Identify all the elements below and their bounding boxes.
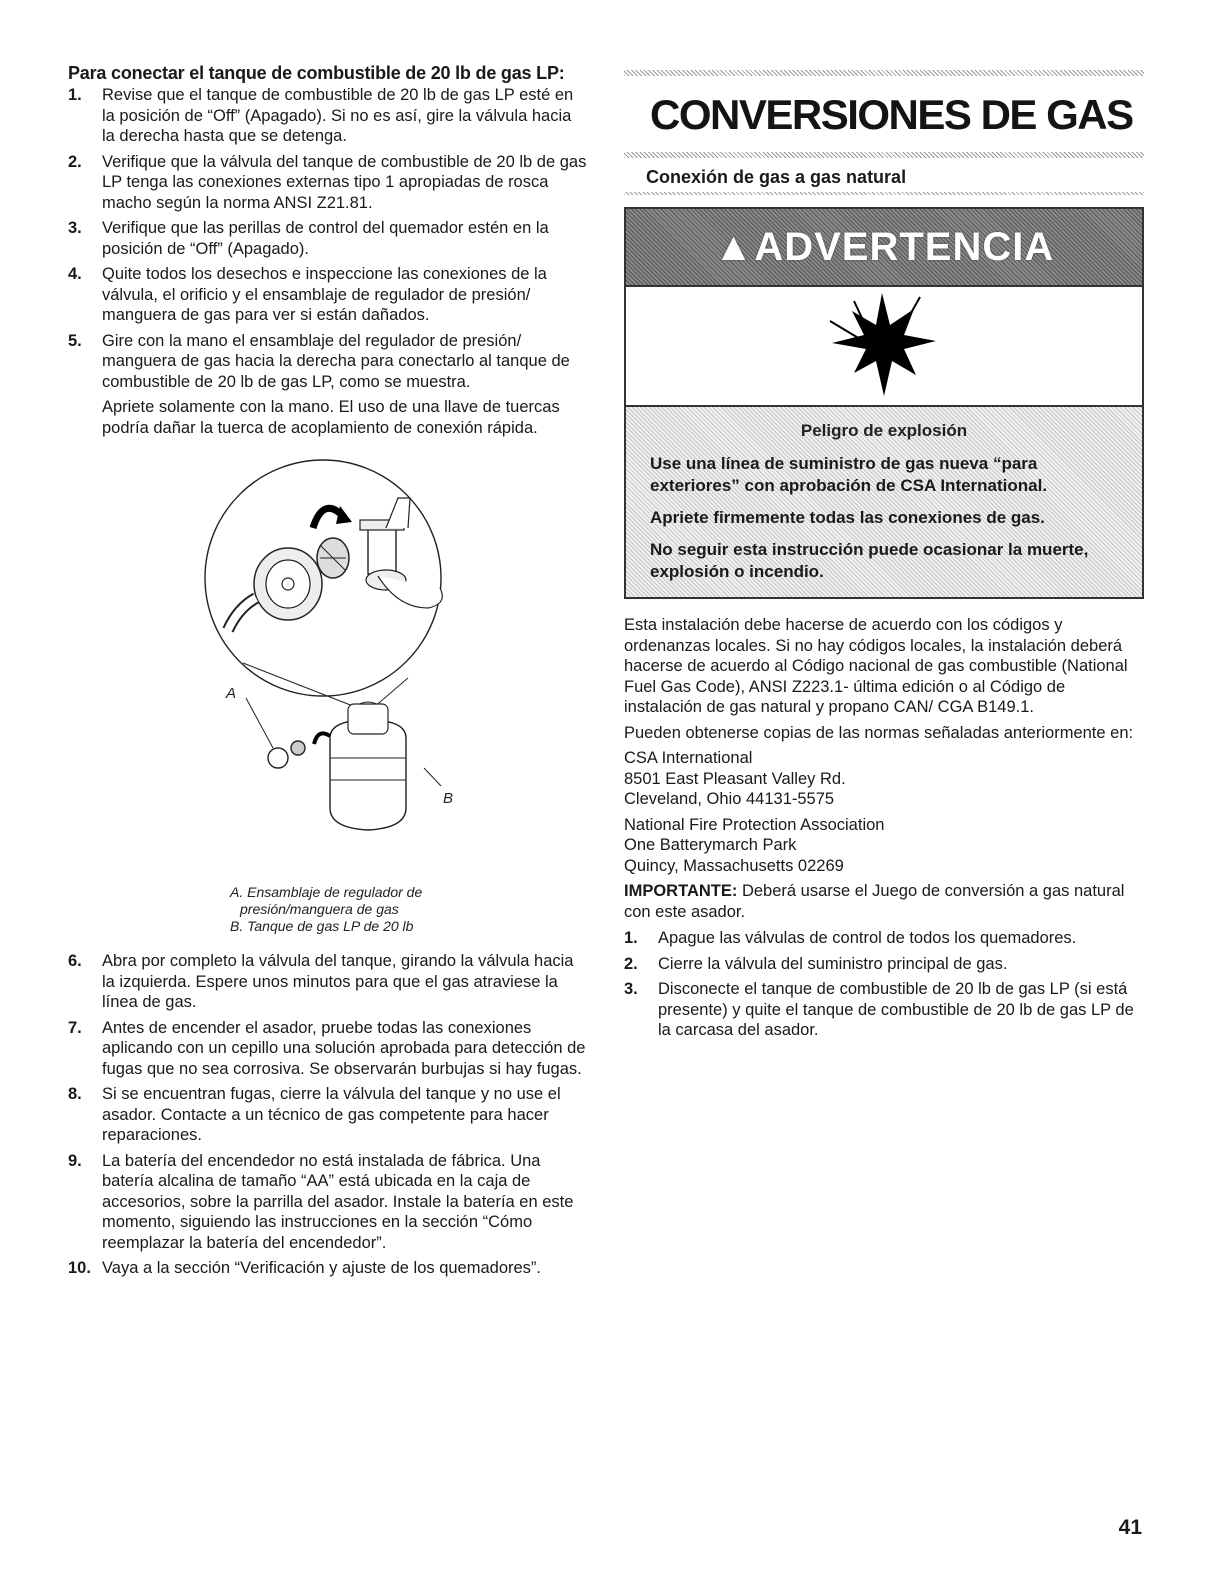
list-item: 8. Si se encuentran fugas, cierre la válvula del tanque y no use el asador. Contacte a un técnico de gas competente para hacer reparaciones. — [68, 1085, 561, 1144]
right-column — [624, 70, 1144, 1046]
steps-list-a — [68, 85, 588, 392]
steps-list-b — [68, 951, 588, 1279]
page-title: CONVERSIONES DE GAS — [650, 91, 1133, 138]
warning-line: No seguir esta instrucción puede ocasionar la muerte, explosión o incendio. — [650, 540, 1089, 581]
list-item: 2. Cierre la válvula del suministro principal de gas. — [624, 954, 1008, 973]
important-note: IMPORTANTE: Deberá usarse el Juego de conversión a gas natural con este asador. — [624, 882, 1125, 921]
title-rule — [624, 152, 1144, 158]
label-a: A — [226, 685, 237, 702]
label-b: B — [443, 790, 454, 807]
list-item: 4. Quite todos los desechos e inspeccione las conexiones de la válvula, el orificio y el ensamblaje de regulador de presión/ manguera de gas para ver si están dañados. — [68, 265, 547, 324]
page-number: 41 — [1118, 1516, 1142, 1539]
warning-triangle-icon: ▲ — [713, 224, 755, 269]
left-column — [68, 64, 588, 1284]
list-item: 1. Revise que el tanque de combustible de 20 lb de gas LP esté en la posición de “Off” (Apagado). Si no es así, gire la válvula hacia la derecha hasta que se detenga. — [68, 86, 574, 145]
list-item: 5. Gire con la mano el ensamblaje del regulador de presión/ manguera de gas hacia la derecha para conectarlo al tanque de combustible de 20 lb de gas LP, como se muestra. — [68, 331, 570, 391]
warning-title: ADVERTENCIA — [754, 224, 1055, 269]
warning-text — [626, 407, 1142, 597]
body-text — [624, 615, 1144, 1041]
list-item: 6. Abra por completo la válvula del tanque, girando la válvula hacia la izquierda. Espere unos minutos para que el gas atraviese la línea de gas. — [68, 952, 574, 1011]
list-item: 3. Verifique que las perillas de control del quemador estén en la posición de “Off” (Apagado). — [68, 219, 549, 258]
paragraph: Pueden obtenerse copias de las normas señaladas anteriormente en: — [624, 723, 1134, 742]
warning-hazard: Peligro de explosión — [800, 421, 968, 440]
figure-caption: A. Ensamblaje de regulador de presión/manguera de gas B. Tanque de gas LP de 20 lb — [230, 884, 423, 934]
list-item: 1. Apague las válvulas de control de todos los quemadores. — [624, 929, 1077, 947]
subsection-rule — [624, 192, 1144, 195]
address-nfpa: National Fire Protection Association One Batterymarch Park Quincy, Massachusetts 02269 — [624, 815, 885, 875]
steps-list-right — [624, 928, 1144, 1041]
list-item: 10. Vaya a la sección “Verificación y ajuste de los quemadores”. — [68, 1259, 542, 1277]
paragraph: Esta instalación debe hacerse de acuerdo con los códigos y ordenanzas locales. Si no hay códigos locales, la instalación deberá hacerse de acuerdo al Código nacional de gas combustible (National Fuel Gas Code), ANSI Z223.1- última edición o al Código de instalación de gas natural y propano CAN/ CGA B149.1. — [624, 616, 1128, 716]
top-rule — [624, 70, 1144, 76]
step5-note: Apriete solamente con la mano. El uso de una llave de tuercas podría dañar la tuerca de acoplamiento de conexión rápida. — [102, 398, 560, 437]
tank-diagram — [68, 458, 588, 878]
warning-line: Apriete firmemente todas las conexiones de gas. — [650, 508, 1045, 527]
list-item: 3. Disconecte el tanque de combustible de 20 lb de gas LP (si está presente) y quite el tanque de combustible de 20 lb de gas LP de la carcasa del asador. — [624, 980, 1134, 1039]
warning-box — [624, 207, 1144, 599]
warning-line: Use una línea de suministro de gas nueva “para exteriores” con aprobación de CSA International. — [650, 454, 1048, 495]
tank-connection-figure — [68, 458, 588, 878]
subsection-heading: Conexión de gas a gas natural — [646, 167, 907, 187]
list-item: 7. Antes de encender el asador, pruebe todas las conexiones aplicando con un cepillo una solución aprobada para detección de fugas que no sea corrosiva. Se observarán burbujas si hay fugas. — [68, 1018, 586, 1078]
list-item: 9. La batería del encendedor no está instalada de fábrica. Una batería alcalina de tamaño “AA” está ubicada en la caja de accesorios, sobre la parrilla del asador. Instale la batería en este momento, siguiendo las instrucciones en la sección “Cómo reemplazar la batería del encendedor”. — [68, 1151, 574, 1252]
warning-banner — [626, 209, 1142, 285]
explosion-icon — [824, 291, 944, 401]
list-item: 2. Verifique que la válvula del tanque de combustible de 20 lb de gas LP tenga las conexiones externas tipo 1 apropiadas de rosca macho según la norma ANSI Z21.81. — [68, 152, 587, 212]
warning-icon-area — [626, 285, 1142, 407]
address-csa: CSA International 8501 East Pleasant Valley Rd. Cleveland, Ohio 44131-5575 — [624, 749, 846, 808]
section-heading: Para conectar el tanque de combustible de 20 lb de gas LP: — [68, 63, 565, 83]
